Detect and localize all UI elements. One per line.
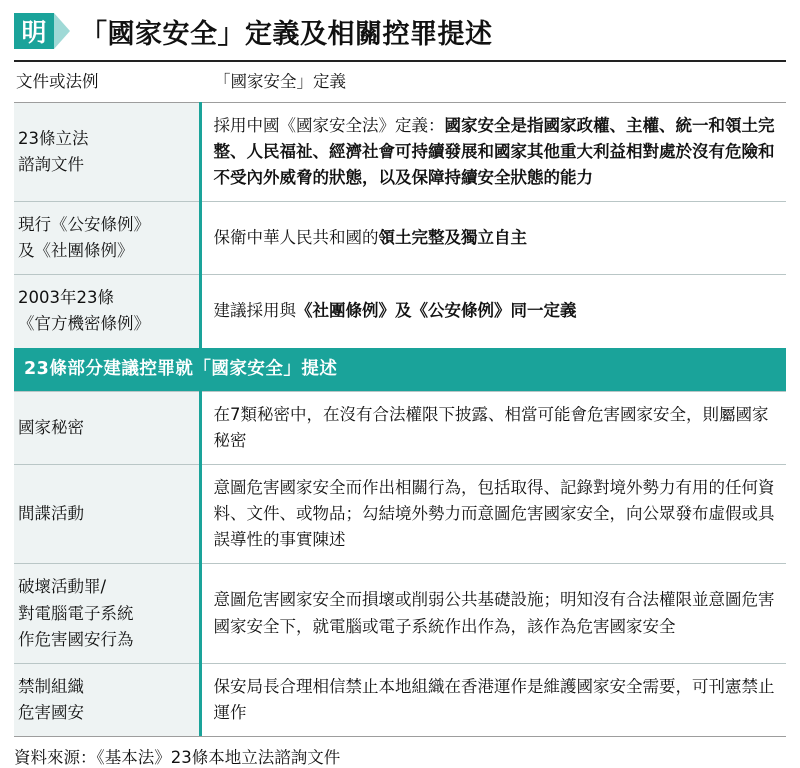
- column-header-definition: 「國家安全」定義: [200, 61, 786, 103]
- row-label-line2: 諮詢文件: [18, 155, 84, 175]
- page-header: [14, 0, 786, 56]
- table-row: [14, 202, 786, 275]
- offence-label-banned-organisations: [14, 663, 200, 736]
- offence-text-espionage: 意圖危害國家安全而作出相關行為，包括取得、記錄對境外勢力有用的任何資料、文件、或物品；勾結境外勢力而意圖危害國家安全，向公眾發布虛假或具誤導性的事實陳述: [200, 465, 786, 564]
- row-label-line2: 及《社團條例》: [18, 241, 134, 261]
- definition-bold-text: 領土完整及獨立自主: [378, 228, 527, 248]
- table-row: [14, 392, 786, 465]
- row-label-line1: 2003年23條: [18, 288, 114, 308]
- table-row: [14, 663, 786, 736]
- definition-plain-text: 採用中國《國家安全法》定義：: [213, 116, 445, 136]
- row-label-line2: 《官方機密條例》: [18, 314, 150, 334]
- definition-bold-text: 國家安全是指國家政權、主權、統一和領土完整、人民福祉、經濟社會可持續發展和國家其他重大利益相對處於沒有危險和不受內外威脅的狀態，以及保障持續安全狀態的能力: [213, 116, 775, 188]
- section-banner: [14, 348, 786, 392]
- offence-label-line3: 作危害國安行為: [18, 629, 134, 649]
- table-row: [14, 103, 786, 202]
- offence-label-line2: 對電腦電子系統: [18, 603, 134, 623]
- section-banner-label: 23條部分建議控罪就「國家安全」提述: [14, 348, 786, 392]
- brand-arrow-icon: [54, 13, 70, 49]
- row-value-official-secrets: [200, 275, 786, 348]
- offence-text-banned-organisations: 保安局長合理相信禁止本地組織在香港運作是維護國家安全需要，可刊憲禁止運作: [200, 663, 786, 736]
- row-label-public-order-societies: [14, 202, 200, 275]
- table-row: [14, 564, 786, 663]
- offence-label-espionage: 間諜活動: [14, 465, 200, 564]
- row-label-official-secrets: [14, 275, 200, 348]
- offence-text-sabotage: 意圖危害國家安全而損壞或削弱公共基礎設施；明知沒有合法權限並意圖危害國家安全下，就電腦或電子系統作出作為，該作為危害國家安全: [200, 564, 786, 663]
- table-row: [14, 465, 786, 564]
- offence-label-line1: 破壞活動罪/: [18, 577, 107, 597]
- offence-label-line2: 危害國安: [18, 702, 84, 722]
- row-value-consultation: [200, 103, 786, 202]
- offence-label-sabotage: [14, 564, 200, 663]
- offence-label-line1: 禁制組織: [18, 676, 84, 696]
- brand-logo: 明: [14, 13, 54, 49]
- row-label-line1: 現行《公安條例》: [18, 215, 150, 235]
- table-row: [14, 275, 786, 348]
- page-title: 「國家安全」定義及相關控罪提述: [80, 18, 493, 50]
- definition-plain-text: 建議採用與: [213, 301, 296, 321]
- definition-bold-text: 《社團條例》及《公安條例》同一定義: [296, 301, 577, 321]
- definitions-table: [14, 60, 786, 736]
- offence-label-state-secrets: 國家秘密: [14, 392, 200, 465]
- column-header-document: 文件或法例: [14, 61, 200, 103]
- source-note: 資料來源：《基本法》23條本地立法諮詢文件: [14, 736, 786, 768]
- definition-plain-text: 保衛中華人民共和國的: [213, 228, 379, 248]
- row-value-public-order-societies: [200, 202, 786, 275]
- row-label-consultation: [14, 103, 200, 202]
- offence-text-state-secrets: 在7類秘密中，在沒有合法權限下披露、相當可能會危害國家安全，則屬國家秘密: [200, 392, 786, 465]
- table-header-row: [14, 61, 786, 103]
- row-label-line1: 23條立法: [18, 129, 89, 149]
